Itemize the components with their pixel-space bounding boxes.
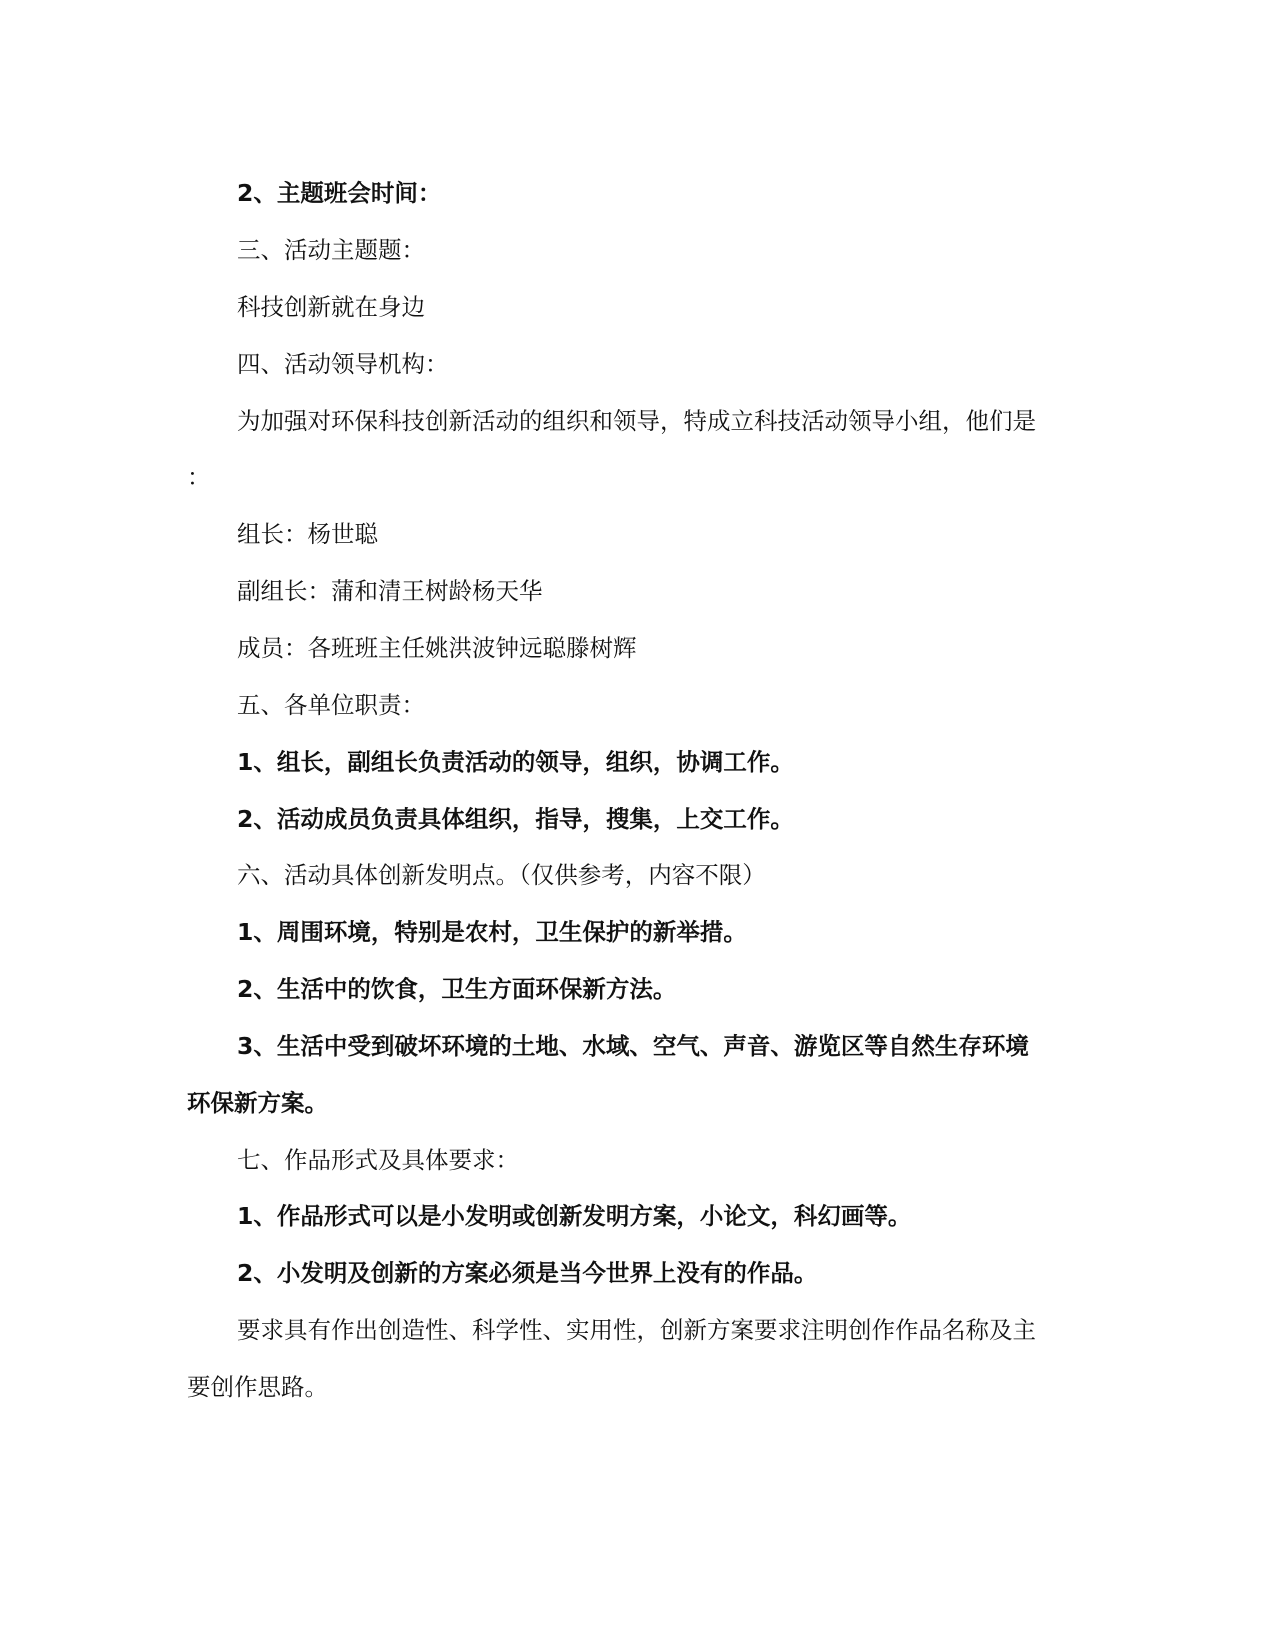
heading-innovation-points: 六、活动具体创新发明点。（仅供参考，内容不限） [237, 861, 766, 889]
line-work-form-1: 1、作品形式可以是小发明或创新发明方案，小论文，科幻画等。 [237, 1202, 912, 1230]
paragraph-leadership-intro-end: ： [187, 463, 211, 491]
paragraph-requirements: 要求具有作出创造性、科学性、实用性，创新方案要求注明创作作品名称及主 [237, 1316, 1036, 1344]
line-group-leader: 组长：杨世聪 [237, 520, 378, 548]
line-meeting-time: 2、主题班会时间： [237, 179, 442, 207]
line-work-form-2: 2、小发明及创新的方案必须是当今世界上没有的作品。 [237, 1259, 818, 1287]
line-innovation-3: 3、生活中受到破坏环境的土地、水域、空气、声音、游览区等自然生存环境 [237, 1032, 1029, 1060]
line-deputy-leader: 副组长：蒲和清王树龄杨天华 [237, 577, 543, 605]
heading-activity-theme: 三、活动主题题： [237, 236, 425, 264]
paragraph-requirements-end: 要创作思路。 [187, 1373, 328, 1401]
heading-responsibilities: 五、各单位职责： [237, 691, 425, 719]
line-responsibility-2: 2、活动成员负责具体组织，指导，搜集，上交工作。 [237, 805, 794, 833]
line-innovation-2: 2、生活中的饮食，卫生方面环保新方法。 [237, 975, 677, 1003]
line-responsibility-1: 1、组长，副组长负责活动的领导，组织，协调工作。 [237, 748, 794, 776]
line-theme-text: 科技创新就在身边 [237, 293, 425, 321]
line-innovation-3-end: 环保新方案。 [187, 1089, 328, 1117]
heading-leadership: 四、活动领导机构： [237, 350, 449, 378]
paragraph-leadership-intro: 为加强对环保科技创新活动的组织和领导，特成立科技活动领导小组，他们是 [237, 407, 1036, 435]
line-members: 成员：各班班主任姚洪波钟远聪滕树辉 [237, 634, 637, 662]
heading-work-form: 七、作品形式及具体要求： [237, 1146, 519, 1174]
line-innovation-1: 1、周围环境，特别是农村，卫生保护的新举措。 [237, 918, 747, 946]
